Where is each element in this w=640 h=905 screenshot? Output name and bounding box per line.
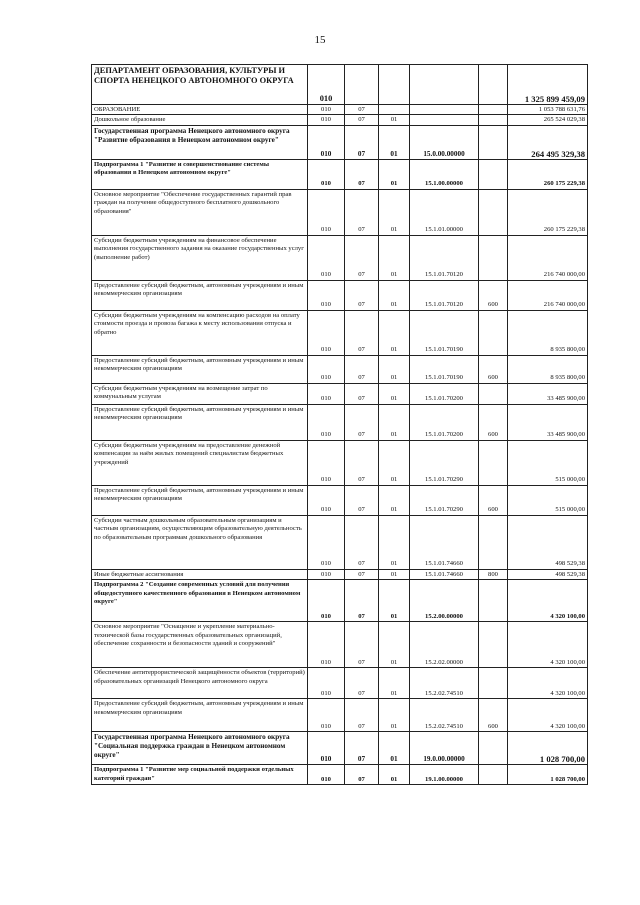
ved-code-cell: 010 [308,235,345,280]
amount-cell: 1 053 788 631,76 [508,105,588,115]
section-code-cell: 07 [345,235,379,280]
amount-cell: 8 935 800,00 [508,310,588,355]
amount-cell: 498 529,38 [508,515,588,569]
target-article-cell: 19.0.00.00000 [410,732,479,765]
section-code-cell: 07 [345,569,379,579]
expense-type-cell [479,580,508,622]
target-article-cell: 15.2.02.74510 [410,699,479,732]
ved-code-cell: 010 [308,732,345,765]
section-code-cell: 07 [345,310,379,355]
amount-cell: 1 028 700,00 [508,732,588,765]
section-code-cell: 07 [345,189,379,235]
expense-type-cell [479,115,508,125]
table-row [92,765,588,785]
table-row [92,580,588,622]
target-article-cell: 15.1.01.74660 [410,569,479,579]
subsection-code-cell: 01 [379,189,410,235]
row-name-cell: Подпрограмма 1 "Развитие мер социальной поддержки отдельных категорий граждан" [92,765,308,785]
ved-code-cell: 010 [308,569,345,579]
subsection-code-cell: 01 [379,310,410,355]
subsection-code-cell: 01 [379,383,410,404]
table-row [92,310,588,355]
target-article-cell: 15.1.01.70120 [410,280,479,310]
ved-code-cell: 010 [308,668,345,699]
target-article-cell [410,105,479,115]
target-article-cell: 15.1.01.70200 [410,383,479,404]
table-row [92,159,588,189]
row-name-cell: Государственная программа Ненецкого автономного округа "Развитие образования в Ненецком автономном округе" [92,125,308,159]
expense-type-cell [479,668,508,699]
subsection-code-cell: 01 [379,355,410,383]
subsection-code-cell: 01 [379,125,410,159]
target-article-cell: 15.1.01.70200 [410,404,479,440]
amount-cell: 4 320 100,00 [508,580,588,622]
subsection-code-cell: 01 [379,580,410,622]
row-name-cell: Предоставление субсидий бюджетным, автономным учреждениям и иным некоммерческим организациям [92,485,308,515]
section-code-cell: 07 [345,699,379,732]
section-code-cell: 07 [345,765,379,785]
row-name-cell: Государственная программа Ненецкого автономного округа "Социальная поддержка граждан в Ненецком автономном округе" [92,732,308,765]
row-name-cell: Подпрограмма 1 "Развитие и совершенствование системы образования в Ненецком автономном округе" [92,159,308,189]
table-row [92,125,588,159]
ved-code-cell: 010 [308,310,345,355]
table-row [92,440,588,485]
ved-code-cell: 010 [308,485,345,515]
amount-cell: 4 320 100,00 [508,622,588,668]
amount-cell: 8 935 800,00 [508,355,588,383]
expense-type-cell [479,440,508,485]
table-row [92,105,588,115]
amount-cell: 33 485 900,00 [508,404,588,440]
amount-cell: 264 495 329,38 [508,125,588,159]
ved-code-cell: 010 [308,355,345,383]
subsection-code-cell: 01 [379,765,410,785]
budget-table [91,64,588,785]
target-article-cell: 15.2.00.00000 [410,580,479,622]
expense-type-cell [479,515,508,569]
section-code-cell: 07 [345,732,379,765]
ved-code-cell: 010 [308,622,345,668]
row-name-cell: Субсидии частным дошкольным образовательным организациям и частным организациям, осуществляющим образовательную деятельность по образовательным программам дошкольного образования [92,515,308,569]
ved-code-cell: 010 [308,580,345,622]
row-name-cell: Субсидии бюджетным учреждениям на возмещение затрат по коммунальным услугам [92,383,308,404]
amount-cell: 260 175 229,38 [508,189,588,235]
amount-cell: 265 524 029,38 [508,115,588,125]
subsection-code-cell: 01 [379,699,410,732]
table-row [92,622,588,668]
ved-code-cell: 010 [308,189,345,235]
target-article-cell: 19.1.00.00000 [410,765,479,785]
table-row [92,280,588,310]
subsection-code-cell: 01 [379,732,410,765]
section-code-cell: 07 [345,515,379,569]
table-row [92,515,588,569]
row-name-cell: Основное мероприятие "Оснащение и укрепление материально-технической базы государственных образовательных организаций, обеспечение сохранности и безопасности зданий и сооружений" [92,622,308,668]
subsection-code-cell: 01 [379,622,410,668]
expense-type-cell [479,383,508,404]
section-code-cell: 07 [345,115,379,125]
amount-cell: 498 529,38 [508,569,588,579]
page-number: 15 [314,34,326,46]
ved-code-cell: 010 [308,280,345,310]
subsection-code-cell: 01 [379,440,410,485]
ved-code-cell: 010 [308,699,345,732]
subsection-code-cell [379,65,410,105]
target-article-cell: 15.1.01.70190 [410,310,479,355]
target-article-cell: 15.2.02.00000 [410,622,479,668]
subsection-code-cell: 01 [379,159,410,189]
amount-cell: 33 485 900,00 [508,383,588,404]
target-article-cell: 15.1.00.00000 [410,159,479,189]
subsection-code-cell: 01 [379,569,410,579]
expense-type-cell [479,189,508,235]
row-name-cell: ОБРАЗОВАНИЕ [92,105,308,115]
ved-code-cell: 010 [308,440,345,485]
row-name-cell: Предоставление субсидий бюджетным, автономным учреждениям и иным некоммерческим организациям [92,355,308,383]
target-article-cell: 15.1.01.70190 [410,355,479,383]
section-code-cell: 07 [345,440,379,485]
section-code-cell: 07 [345,485,379,515]
target-article-cell: 15.1.01.00000 [410,189,479,235]
expense-type-cell [479,235,508,280]
table-row [92,569,588,579]
ved-code-cell: 010 [308,159,345,189]
section-code-cell: 07 [345,622,379,668]
section-code-cell: 07 [345,404,379,440]
target-article-cell: 15.2.02.74510 [410,668,479,699]
row-name-cell: Субсидии бюджетным учреждениям на финансовое обеспечение выполнения государственного задания на оказание государственных услуг (выполнение работ) [92,235,308,280]
expense-type-cell: 600 [479,404,508,440]
section-code-cell: 07 [345,580,379,622]
expense-type-cell [479,125,508,159]
row-name-cell: Предоставление субсидий бюджетным, автономным учреждениям и иным некоммерческим организациям [92,699,308,732]
subsection-code-cell: 01 [379,280,410,310]
row-name-cell: Дошкольное образование [92,115,308,125]
amount-cell: 216 740 000,00 [508,280,588,310]
ved-code-cell: 010 [308,404,345,440]
subsection-code-cell [379,105,410,115]
row-name-cell: Субсидии бюджетным учреждениям на компенсацию расходов на оплату стоимости проезда и провоза багажа к месту использования отпуска и обратно [92,310,308,355]
expense-type-cell [479,732,508,765]
ved-code-cell: 010 [308,105,345,115]
subsection-code-cell: 01 [379,404,410,440]
expense-type-cell [479,765,508,785]
target-article-cell [410,115,479,125]
table-row [92,115,588,125]
row-name-cell: Предоставление субсидий бюджетным, автономным учреждениям и иным некоммерческим организациям [92,280,308,310]
table-row [92,235,588,280]
ved-code-cell: 010 [308,383,345,404]
target-article-cell: 15.1.01.74660 [410,515,479,569]
section-code-cell: 07 [345,668,379,699]
subsection-code-cell: 01 [379,235,410,280]
subsection-code-cell: 01 [379,115,410,125]
section-code-cell: 07 [345,280,379,310]
target-article-cell: 15.0.00.00000 [410,125,479,159]
table-row [92,699,588,732]
ved-code-cell: 010 [308,125,345,159]
table-row [92,732,588,765]
subsection-code-cell: 01 [379,668,410,699]
ved-code-cell: 010 [308,765,345,785]
expense-type-cell: 600 [479,355,508,383]
target-article-cell: 15.1.01.70290 [410,440,479,485]
subsection-code-cell: 01 [379,515,410,569]
expense-type-cell: 600 [479,485,508,515]
amount-cell: 1 325 899 459,09 [508,65,588,105]
expense-type-cell [479,622,508,668]
ved-code-cell: 010 [308,515,345,569]
amount-cell: 4 320 100,00 [508,699,588,732]
section-code-cell: 07 [345,355,379,383]
table-body [92,65,588,785]
subsection-code-cell: 01 [379,485,410,515]
target-article-cell [410,65,479,105]
row-name-cell: Подпрограмма 2 "Создание современных условий для получения общедоступного качественного образования в Ненецком автономном округе" [92,580,308,622]
amount-cell: 4 320 100,00 [508,668,588,699]
target-article-cell: 15.1.01.70290 [410,485,479,515]
target-article-cell: 15.1.01.70120 [410,235,479,280]
table-row [92,189,588,235]
table-row [92,65,588,105]
expense-type-cell: 600 [479,699,508,732]
section-code-cell: 07 [345,105,379,115]
section-code-cell: 07 [345,125,379,159]
table-row [92,383,588,404]
amount-cell: 515 000,00 [508,485,588,515]
section-code-cell [345,65,379,105]
table-row [92,355,588,383]
amount-cell: 515 000,00 [508,440,588,485]
row-name-cell: Субсидии бюджетным учреждениям на предоставление денежной компенсации за наём жилых помещений специалистам бюджетных учреждений [92,440,308,485]
amount-cell: 260 175 229,38 [508,159,588,189]
expense-type-cell [479,105,508,115]
expense-type-cell [479,159,508,189]
table-row [92,485,588,515]
row-name-cell: Предоставление субсидий бюджетным, автономным учреждениям и иным некоммерческим организациям [92,404,308,440]
table-row [92,404,588,440]
ved-code-cell: 010 [308,65,345,105]
table-row [92,668,588,699]
row-name-cell: Иные бюджетные ассигнования [92,569,308,579]
row-name-cell: ДЕПАРТАМЕНТ ОБРАЗОВАНИЯ, КУЛЬТУРЫ И СПОРТА НЕНЕЦКОГО АВТОНОМНОГО ОКРУГА [92,65,308,105]
expense-type-cell: 800 [479,569,508,579]
row-name-cell: Основное мероприятие "Обеспечение государственных гарантий прав граждан на получение общедоступного бесплатного дошкольного образования" [92,189,308,235]
section-code-cell: 07 [345,159,379,189]
amount-cell: 1 028 700,00 [508,765,588,785]
amount-cell: 216 740 000,00 [508,235,588,280]
expense-type-cell [479,65,508,105]
expense-type-cell: 600 [479,280,508,310]
expense-type-cell [479,310,508,355]
row-name-cell: Обеспечение антитеррористической защищённости объектов (территорий) образовательных организаций Ненецкого автономного округа [92,668,308,699]
ved-code-cell: 010 [308,115,345,125]
section-code-cell: 07 [345,383,379,404]
